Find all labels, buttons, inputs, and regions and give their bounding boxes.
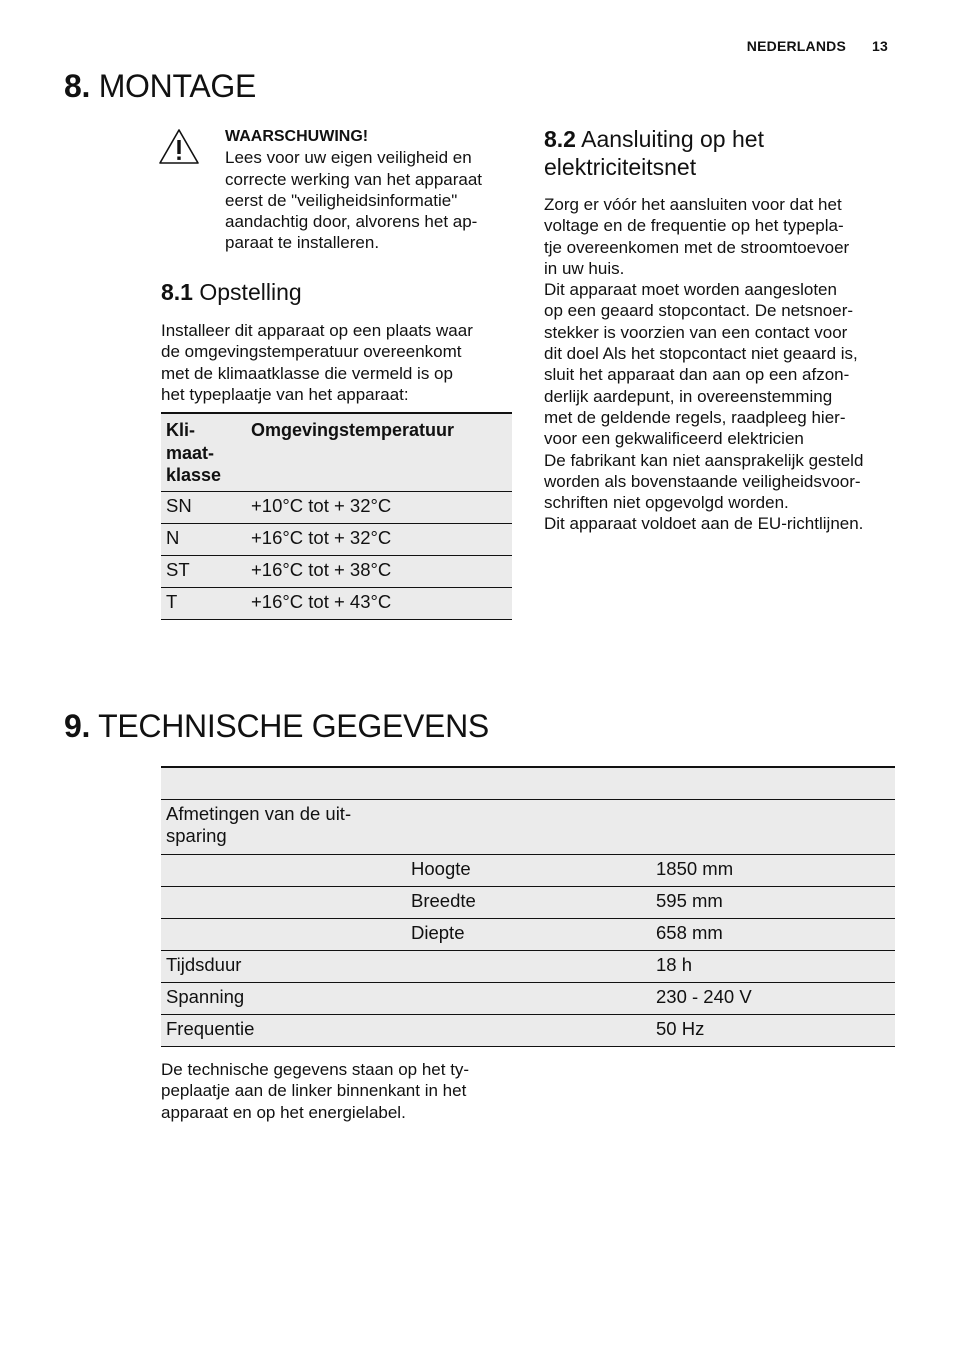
section-8-1-heading — [161, 278, 302, 306]
climate-class-cell: ST — [166, 558, 190, 580]
page-number: 13 — [872, 38, 888, 54]
running-header — [747, 38, 888, 54]
table-row — [161, 982, 895, 1014]
warning-line: paraat te installeren. — [225, 233, 380, 253]
paragraph-line: schriften niet opgevolgd worden. — [544, 493, 789, 513]
climate-class-cell: N — [166, 526, 180, 548]
recess-dimensions-label: Afmetingen van de uit- sparing — [166, 802, 352, 846]
spec-value: 230 - 240 V — [656, 985, 752, 1007]
section-8-1-text — [161, 320, 517, 405]
section-8-2-heading — [544, 125, 894, 181]
paragraph-line: stekker is voorzien van een contact voor — [544, 322, 848, 342]
section-8-2-title: Aansluiting op het — [581, 126, 764, 152]
paragraph-line: De fabrikant kan niet aansprakelijk gesteld — [544, 450, 864, 470]
spec-value: 50 Hz — [656, 1017, 705, 1039]
paragraph-line: derlijk aardepunt, in overeenstemming — [544, 386, 833, 406]
paragraph-line: het typeplaatje van het apparaat: — [161, 384, 409, 404]
section-8-1-title: Opstelling — [199, 279, 302, 305]
paragraph-line: voor een gekwalificeerd elektricien — [544, 429, 804, 449]
dimension-label: Breedte — [411, 889, 476, 911]
chapter-8-name: MONTAGE — [98, 68, 256, 104]
table-header-row — [161, 767, 895, 799]
header-ambient-temperature: Omgevingstemperatuur — [251, 420, 455, 440]
warning-title: WAARSCHUWING! — [225, 128, 369, 145]
temperature-cell: +16°C tot + 32°C — [251, 526, 392, 548]
warning-line: Lees voor uw eigen veiligheid en — [225, 148, 472, 168]
warning-line: eerst de "veiligheidsinformatie" — [225, 190, 458, 210]
paragraph-line: met de geldende regels, raadpleeg hier- — [544, 407, 846, 427]
table-row — [161, 491, 512, 523]
chapter-9-title — [64, 708, 489, 745]
dimension-value: 595 mm — [656, 889, 723, 911]
table-row — [161, 523, 512, 555]
temperature-cell: +16°C tot + 43°C — [251, 590, 392, 612]
warning-block — [225, 126, 517, 254]
temperature-cell: +10°C tot + 32°C — [251, 494, 392, 516]
temperature-cell: +16°C tot + 38°C — [251, 558, 392, 580]
spec-label: Tijdsduur — [166, 953, 242, 975]
chapter-9-name: TECHNISCHE GEGEVENS — [98, 708, 489, 744]
paragraph-line: de omgevingstemperatuur overeenkomt — [161, 342, 462, 362]
chapter-8-number: 8. — [64, 68, 91, 104]
paragraph-line: Installeer dit apparaat op een plaats waar — [161, 321, 473, 340]
dimension-value: 1850 mm — [656, 857, 734, 879]
dimension-value: 658 mm — [656, 921, 723, 943]
table-row — [161, 1014, 895, 1046]
table-header-row — [161, 413, 512, 491]
paragraph-line: dit doel Als het stopcontact niet geaard is, — [544, 344, 858, 364]
section-8-2-number: 8.2 — [544, 126, 576, 152]
table-row — [161, 918, 895, 950]
paragraph-line: peplaatje aan de linker binnenkant in het — [161, 1081, 467, 1101]
paragraph-line: worden als bovenstaande veiligheidsvoor- — [544, 471, 861, 491]
table-row — [161, 886, 895, 918]
paragraph-line: op een geaard stopcontact. De netsnoer- — [544, 301, 854, 321]
section-8-2-text — [544, 194, 900, 535]
paragraph-line: voltage en de frequentie op het typepla- — [544, 216, 844, 236]
table-row — [161, 799, 895, 854]
technical-data-note — [161, 1059, 521, 1123]
dimension-label: Hoogte — [411, 857, 471, 879]
header-language: NEDERLANDS — [746, 38, 847, 54]
climate-class-table — [161, 412, 512, 620]
spec-label: Spanning — [166, 985, 245, 1007]
paragraph-line: Zorg er vóór het aansluiten voor dat het — [544, 195, 842, 214]
chapter-8-title — [64, 68, 256, 105]
warning-line: correcte werking van het apparaat — [225, 169, 483, 189]
dimension-label: Diepte — [411, 921, 465, 943]
paragraph-line: met de klimaatklasse die vermeld is op — [161, 363, 453, 383]
paragraph-line: Dit apparaat moet worden aangesloten — [544, 280, 837, 300]
paragraph-line: tje overeenkomen met de stroomtoevoer — [544, 237, 850, 257]
paragraph-line: sluit het apparaat dan aan op een afzon- — [544, 365, 850, 385]
paragraph-line: in uw huis. — [544, 258, 625, 278]
chapter-9-number: 9. — [64, 708, 91, 744]
spec-label: Frequentie — [166, 1017, 255, 1039]
table-row — [161, 555, 512, 587]
header-climate-class: Kli- maat- klasse — [166, 420, 222, 485]
climate-class-cell: T — [166, 590, 178, 612]
section-8-1-number: 8.1 — [161, 279, 193, 305]
climate-class-cell: SN — [166, 494, 192, 516]
table-row — [161, 950, 895, 982]
table-row — [161, 854, 895, 886]
warning-triangle-icon — [158, 128, 200, 166]
paragraph-line: De technische gegevens staan op het ty- — [161, 1060, 470, 1079]
paragraph-line: apparaat en op het energielabel. — [161, 1102, 406, 1122]
spec-value: 18 h — [656, 953, 693, 975]
table-row — [161, 587, 512, 619]
paragraph-line: Dit apparaat voldoet aan de EU-richtlijnen. — [544, 514, 864, 534]
section-8-2-title-cont: elektriciteitsnet — [544, 154, 697, 180]
technical-data-table — [161, 766, 895, 1047]
warning-line: aandachtig door, alvorens het ap- — [225, 212, 478, 232]
